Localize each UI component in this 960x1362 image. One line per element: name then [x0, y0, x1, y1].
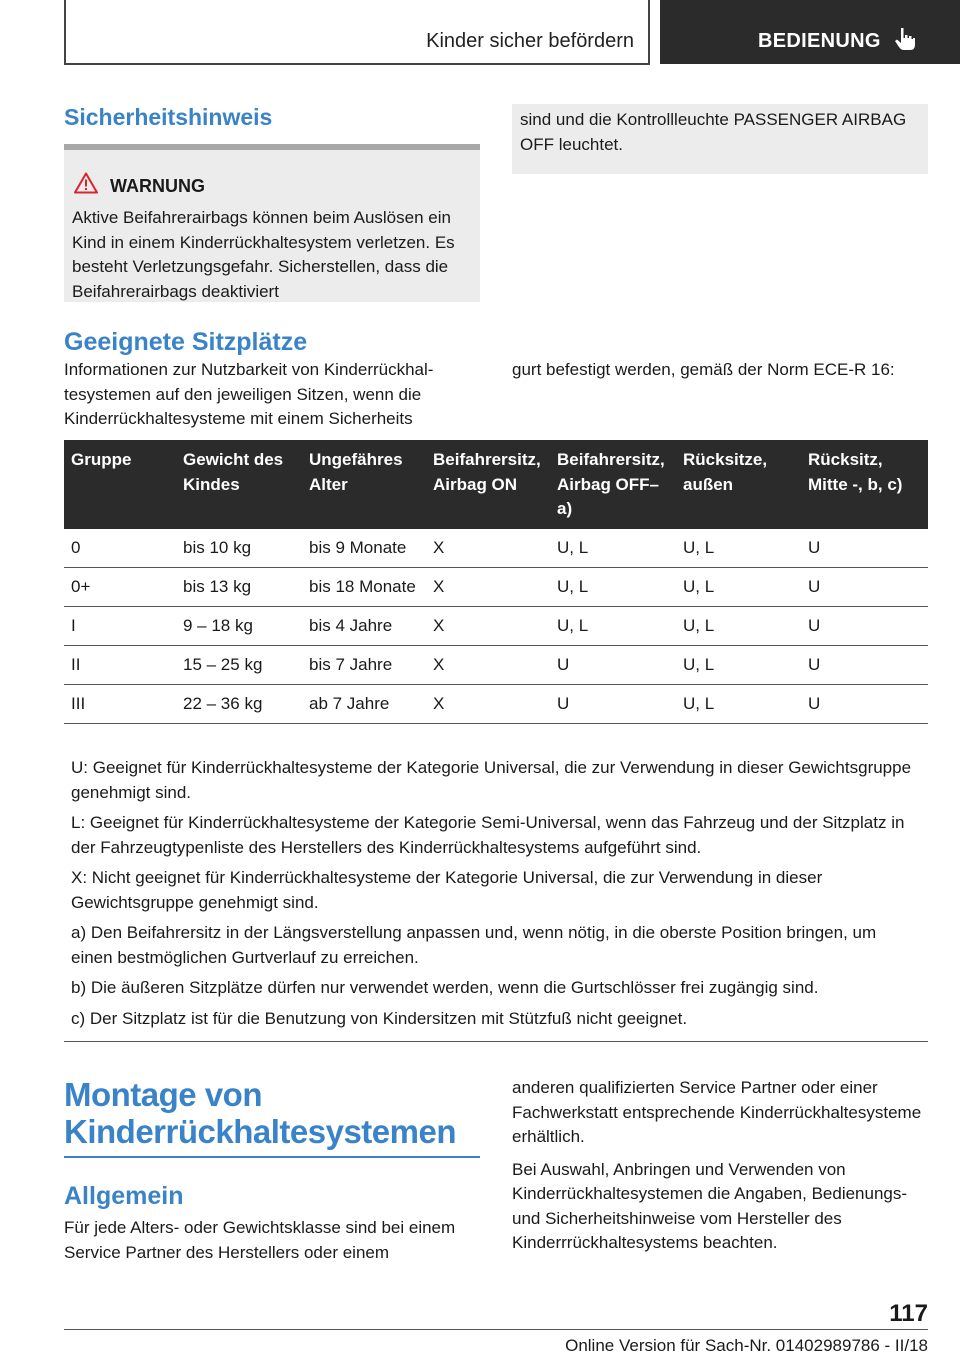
table-header-cell: Ungefähres Alter: [302, 440, 426, 529]
table-cell: bis 4 Jahre: [302, 607, 426, 646]
header-divider-mid: [648, 0, 650, 64]
table-cell: U: [801, 607, 928, 646]
table-cell: U: [550, 685, 676, 724]
table-cell: U, L: [550, 529, 676, 568]
mounting-heading: Montage von Kinderrückhaltesystemen: [64, 1076, 456, 1150]
table-cell: U, L: [676, 646, 801, 685]
section-tab[interactable]: [660, 0, 960, 64]
table-cell: X: [426, 685, 550, 724]
table-cell: ab 7 Jahre: [302, 685, 426, 724]
table-footnotes: [64, 756, 928, 1042]
page-number: 117: [889, 1300, 928, 1327]
table-cell: bis 13 kg: [176, 568, 302, 607]
table-cell: U: [801, 529, 928, 568]
table-header-cell: Beifahrersitz, Airbag ON: [426, 440, 550, 529]
header-underline: [64, 63, 650, 65]
table-header-cell: Rücksitze, außen: [676, 440, 801, 529]
table-cell: bis 18 Monate: [302, 568, 426, 607]
table-header-cell: Gruppe: [64, 440, 176, 529]
mounting-paragraph: anderen qualifizierten Service Partner oder einer Fachwerkstatt entsprechende Kinderrückhaltesysteme erhältlich.: [512, 1078, 922, 1146]
table-row: [64, 607, 928, 646]
mounting-heading-rule: [64, 1156, 480, 1158]
warning-triangle-icon: [74, 172, 98, 194]
seat-suitability-table: [64, 440, 928, 724]
table-cell: bis 7 Jahre: [302, 646, 426, 685]
warning-text: Aktive Beifahrerairbags können beim Auslösen ein Kind in einem Kinderrückhaltesystem verletzen. Es besteht Verletzungsgefahr. Sicherstellen, dass die Beifahrerairbags deaktiviert: [72, 208, 455, 301]
table-cell: X: [426, 646, 550, 685]
table-cell: U: [801, 646, 928, 685]
mounting-text-right: [512, 1076, 928, 1264]
table-row: [64, 685, 928, 724]
seats-heading: Geeignete Sitzplätze: [64, 328, 308, 356]
table-cell: 9 – 18 kg: [176, 607, 302, 646]
seats-intro-right: gurt befestigt werden, gemäß der Norm ECE-R 16:: [512, 360, 895, 379]
table-header-cell: Gewicht des Kindes: [176, 440, 302, 529]
warning-box: [64, 144, 480, 302]
table-cell: II: [64, 646, 176, 685]
table-cell: 0+: [64, 568, 176, 607]
table-row: [64, 646, 928, 685]
table-cell: 22 – 36 kg: [176, 685, 302, 724]
table-cell: U: [801, 568, 928, 607]
table-cell: I: [64, 607, 176, 646]
footnote: b) Die äußeren Sitzplätze dürfen nur verwendet werden, wenn die Gurtschlösser frei zugängig sind.: [71, 978, 819, 997]
footnote: c) Der Sitzplatz ist für die Benutzung von Kindersitzen mit Stützfuß nicht geeignet.: [71, 1008, 688, 1028]
table-row: [64, 568, 928, 607]
table-header-row: [64, 440, 928, 529]
warning-title: WARNUNG: [110, 176, 205, 196]
table-header-cell: Rücksitz, Mitte -, b, c): [801, 440, 928, 529]
table-cell: U: [801, 685, 928, 724]
table-cell: U, L: [676, 529, 801, 568]
table-cell: U, L: [550, 568, 676, 607]
footer-rule: [64, 1329, 928, 1330]
table-header-cell: Beifahrersitz, Airbag OFF– a): [550, 440, 676, 529]
table-row: [64, 529, 928, 568]
header-divider-left: [64, 0, 66, 64]
table-cell: 15 – 25 kg: [176, 646, 302, 685]
table-cell: 0: [64, 529, 176, 568]
chapter-title: Kinder sicher befördern: [426, 30, 634, 52]
mounting-paragraph: Bei Auswahl, Anbringen und Verwenden von Kinderrückhaltesystemen die Angaben, Bedienungs- und Sicherheitshinweise vom Hersteller des Kinderrrückhaltesystems beachten.: [512, 1159, 908, 1252]
footnote: a) Den Beifahrersitz in der Längsverstellung anpassen und, wenn nötig, in die oberste Position bringen, um einen bestmöglichen Gurtverlauf zu erreichen.: [71, 923, 877, 967]
hand-pointer-icon: [892, 26, 918, 52]
table-cell: bis 9 Monate: [302, 529, 426, 568]
safety-heading: Sicherheitshinweis: [64, 104, 273, 130]
warning-continued: sind und die Kontrollleuchte PASSENGER AIRBAG OFF leuchtet.: [512, 104, 928, 174]
footnote: X: Nicht geeignet für Kinderrückhaltesysteme der Kategorie Universal, die zur Verwendung in dieser Gewichtsgruppe genehmigt sind.: [71, 868, 823, 912]
table-cell: U, L: [676, 607, 801, 646]
section-tab-label: BEDIENUNG: [758, 30, 881, 52]
footnote: L: Geeignet für Kinderrückhaltesysteme der Kategorie Semi-Universal, wenn das Fahrzeug und der Sitzplatz in der Fahrzeugtypenliste des Herstellers des Kinderrückhaltesystems aufgeführt sind.: [71, 813, 905, 857]
footer-version: Online Version für Sach-Nr. 01402989786 - II/18: [565, 1336, 928, 1355]
table-cell: III: [64, 685, 176, 724]
table-cell: U, L: [676, 568, 801, 607]
general-subheading: Allgemein: [64, 1182, 184, 1210]
table-cell: U: [550, 646, 676, 685]
table-cell: X: [426, 568, 550, 607]
general-text-left: Für jede Alters- oder Gewichtsklasse sind bei einem Service Partner des Herstellers oder einem: [64, 1218, 456, 1262]
footnote: U: Geeignet für Kinderrückhaltesysteme der Kategorie Universal, die zur Verwendung in dieser Gewichtsgruppe genehmigt sind.: [71, 758, 912, 802]
table-cell: bis 10 kg: [176, 529, 302, 568]
table-cell: U, L: [676, 685, 801, 724]
table-cell: X: [426, 607, 550, 646]
table-cell: X: [426, 529, 550, 568]
table-cell: U, L: [550, 607, 676, 646]
seats-intro-left: Informationen zur Nutzbarkeit von Kinderrückhaltesystemen auf den jeweiligen Sitzen, wenn die Kinderrückhaltesysteme mit einem Sicherheits: [64, 360, 434, 428]
